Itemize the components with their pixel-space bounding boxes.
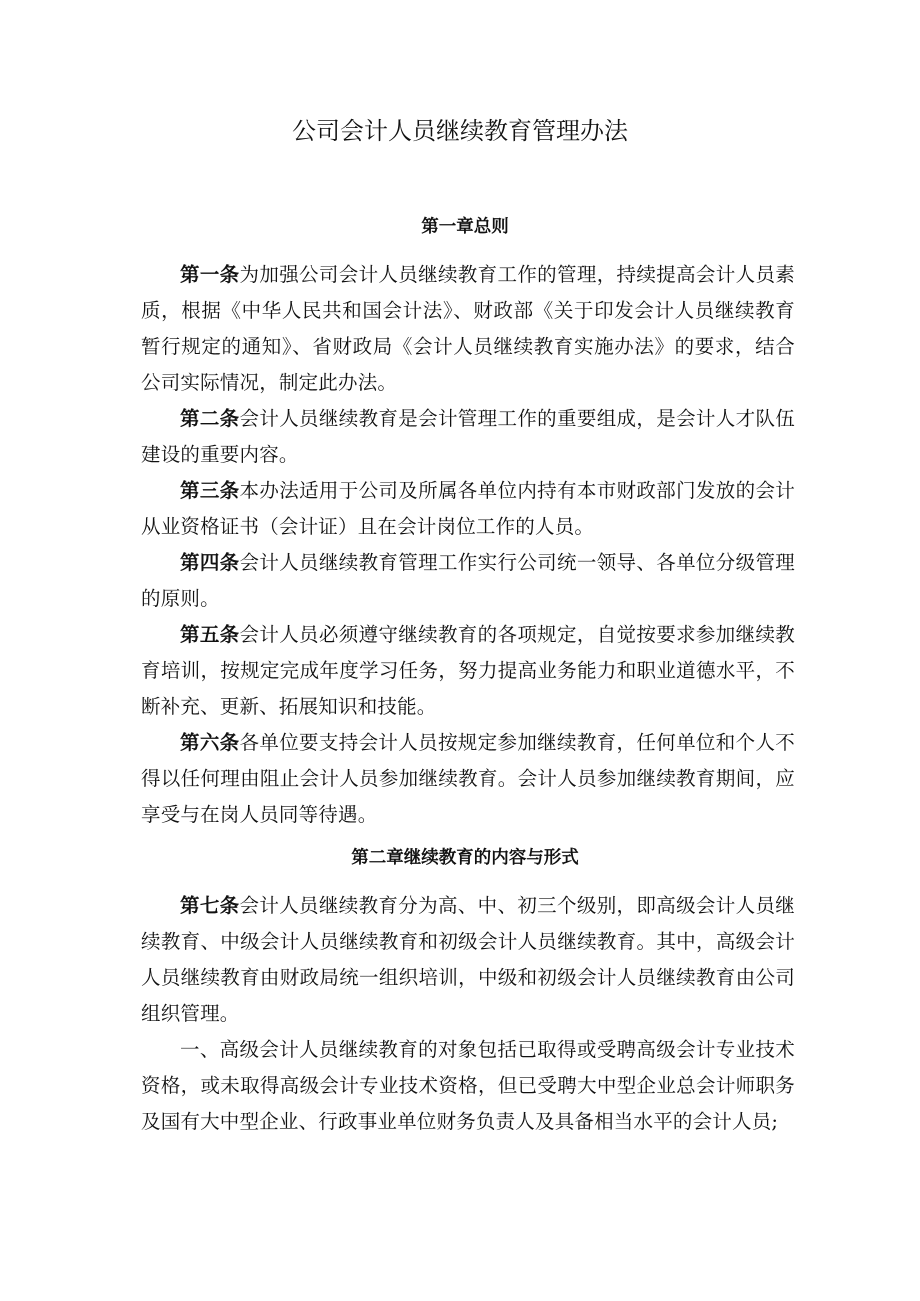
article-text: 各单位要支持会计人员按规定参加继续教育，任何单位和个人不得以任何理由阻止会计人员参加继续教育。会计人员参加继续教育期间，应享受与在岗人员同等待遇。 xyxy=(141,731,795,826)
article-paragraph xyxy=(141,473,795,545)
chapter-heading: 第一章总则 xyxy=(421,217,509,237)
chapter-1-body xyxy=(141,257,795,833)
article-text: 会计人员继续教育分为高、中、初三个级别，即高级会计人员继续教育、中级会计人员继续教育和初级会计人员继续教育。其中，高级会计人员继续教育由财政局统一组织培训，中级和初级会计人员继续教育由公司组织管理。 xyxy=(141,894,795,1025)
article-text: 本办法适用于公司及所属各单位内持有本市财政部门发放的会计从业资格证书（会计证）且在会计岗位工作的人员。 xyxy=(141,479,795,538)
article-paragraph xyxy=(141,545,795,617)
chapter-heading: 第二章继续教育的内容与形式 xyxy=(351,848,579,868)
article-number: 第五条 xyxy=(180,623,240,646)
article-text: 为加强公司会计人员继续教育工作的管理，持续提高会计人员素质，根据《中华人民共和国会计法》、财政部《关于印发会计人员继续教育暂行规定的通知》、省财政局《会计人员继续教育实施办法》的要求，结合公司实际情况，制定此办法。 xyxy=(141,263,795,394)
article-text: 会计人员继续教育管理工作实行公司统一领导、各单位分级管理的原则。 xyxy=(141,551,795,610)
article-paragraph xyxy=(141,401,795,473)
article-number: 第六条 xyxy=(180,731,240,754)
article-paragraph xyxy=(141,888,795,1032)
chapter-2-body xyxy=(141,888,795,1140)
article-number: 第四条 xyxy=(180,551,240,574)
article-text: 会计人员必须遵守继续教育的各项规定，自觉按要求参加继续教育培训，按规定完成年度学习任务，努力提高业务能力和职业道德水平，不断补充、更新、拓展知识和技能。 xyxy=(141,623,795,718)
article-paragraph xyxy=(141,257,795,401)
document-title: 公司会计人员继续教育管理办法 xyxy=(292,117,628,145)
article-text: 会计人员继续教育是会计管理工作的重要组成，是会计人才队伍建设的重要内容。 xyxy=(141,407,795,466)
article-number: 第三条 xyxy=(180,479,240,502)
article-number: 第二条 xyxy=(180,407,240,430)
article-paragraph xyxy=(141,617,795,725)
article-number: 第一条 xyxy=(180,263,240,286)
list-item-paragraph: 一、高级会计人员继续教育的对象包括已取得或受聘高级会计专业技术资格，或未取得高级会计专业技术资格，但已受聘大中型企业总会计师职务及国有大中型企业、行政事业单位财务负责人及具备相当水平的会计人员; xyxy=(141,1038,795,1133)
article-number: 第七条 xyxy=(180,894,240,917)
article-paragraph xyxy=(141,725,795,833)
